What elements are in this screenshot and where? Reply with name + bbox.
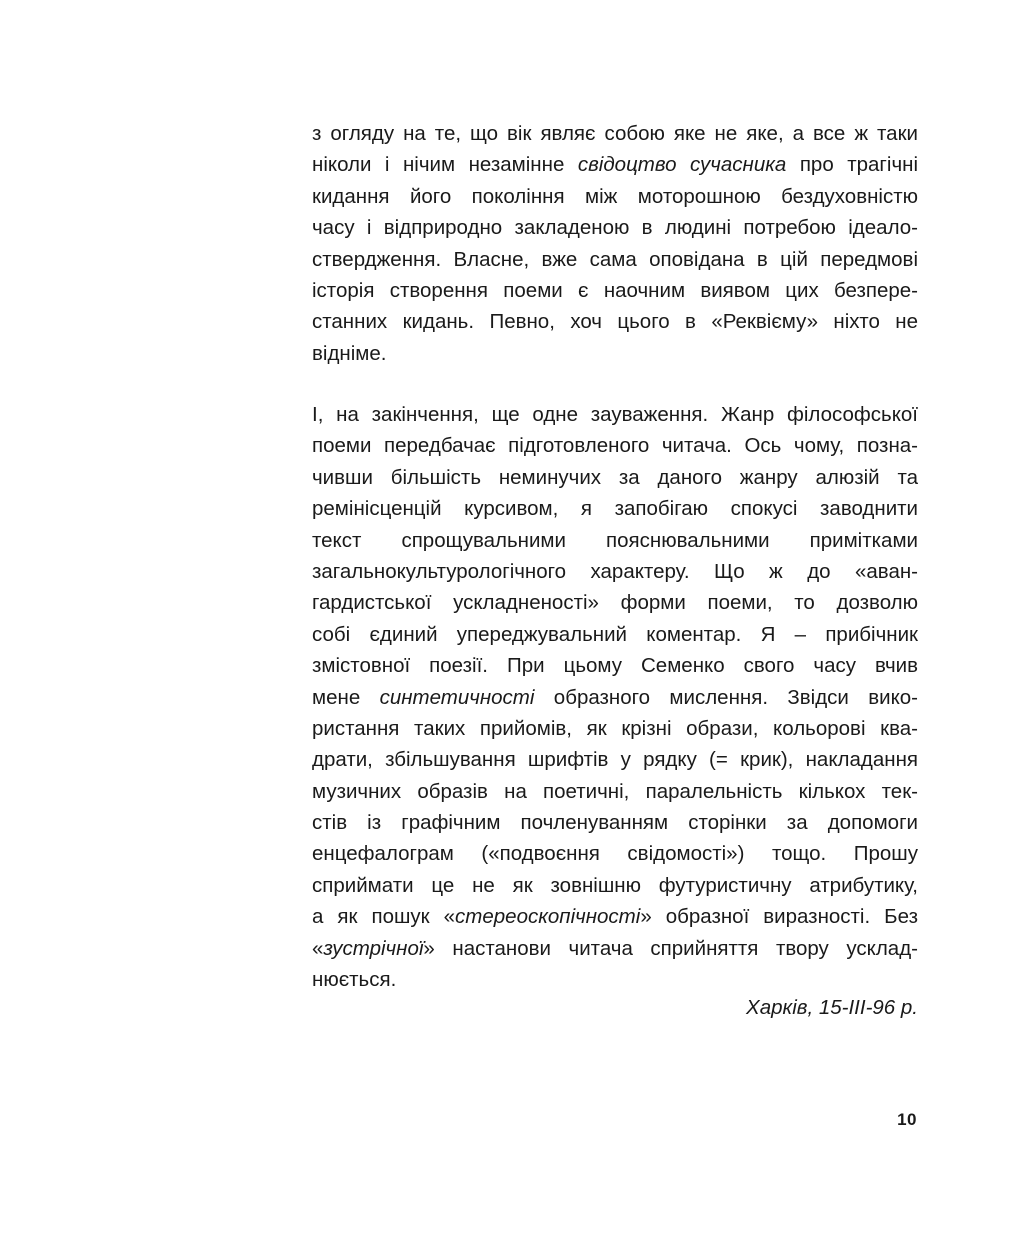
- text-line: текст спрощувальними пояснювальними примітками: [312, 528, 918, 552]
- text-line: енцефалограм («подвоєння свідомості») тощо. Прошу: [312, 842, 918, 866]
- text-line: ствердження. Власне, вже сама оповідана в цій передмові: [312, 247, 918, 271]
- text-line: мене синтетичності образного мислення. Звідси вико-: [312, 685, 919, 709]
- text-line: стів із графічним почленуванням сторінки за допомоги: [312, 811, 918, 835]
- text-line: змістовної поезії. При цьому Семенко свого часу вчив: [312, 654, 918, 678]
- text-line: ремінісценцій курсивом, я запобігаю спокусі заводнити: [312, 497, 918, 521]
- text-line: ніколи і нічим незамінне свідоцтво сучасника про трагічні: [312, 153, 918, 177]
- text-line: історія створення поеми є наочним виявом цих безпере-: [312, 278, 918, 302]
- text-line: поеми передбачає підготовленого читача. Ось чому, позна-: [312, 434, 918, 458]
- text-line: собі єдиний упереджувальний коментар. Я – прибічник: [312, 622, 918, 646]
- text-line: чивши більшість неминучих за даного жанру алюзій та: [312, 465, 918, 489]
- text-line: загальнокультурологічного характеру. Що ж до «аван-: [312, 559, 918, 583]
- text-line: відніме.: [312, 341, 387, 365]
- text-line: часу і відприродно закладеною в людині потребою ідеало-: [312, 216, 918, 240]
- text-line: ристання таких прийомів, як крізні образи, кольорові ква-: [312, 716, 918, 740]
- text-line: нюється.: [312, 968, 397, 992]
- italic-phrase: свідоцтво сучасника: [577, 153, 787, 177]
- text-line: І, на закінчення, ще одне зауваження. Жанр філософської: [312, 403, 918, 426]
- text-line: музичних образів на поетичні, паралельність кількох тек-: [312, 779, 918, 803]
- text-line: кидання його покоління між моторошною бездуховністю: [312, 184, 918, 208]
- text-line: драти, збільшування шрифтів у рядку (= крик), накладання: [312, 748, 918, 772]
- paragraph-2: [312, 399, 918, 995]
- text-line: а як пошук «стереоскопічності» образної виразності. Без: [312, 905, 918, 929]
- paragraph-1: [312, 118, 918, 369]
- italic-phrase: зустрічної: [323, 936, 424, 960]
- place-date-signature: Харків, 15-ІІІ-96 р.: [746, 996, 918, 1019]
- italic-phrase: стереоскопічності: [455, 905, 641, 929]
- text-line: гардистської ускладненості» форми поеми, то дозволю: [312, 591, 918, 615]
- text-line: станних кидань. Певно, хоч цього в «Реквієму» ніхто не: [312, 310, 918, 334]
- text-line: з огляду на те, що вік являє собою яке не яке, а все ж таки: [312, 122, 918, 145]
- text-line: сприймати це не як зовнішню футуристичну атрибутику,: [312, 873, 918, 897]
- text-line: «зустрічної» настанови читача сприйняття твору усклад-: [312, 936, 918, 960]
- page-number: 10: [897, 1110, 917, 1129]
- italic-phrase: синтетичності: [379, 685, 535, 709]
